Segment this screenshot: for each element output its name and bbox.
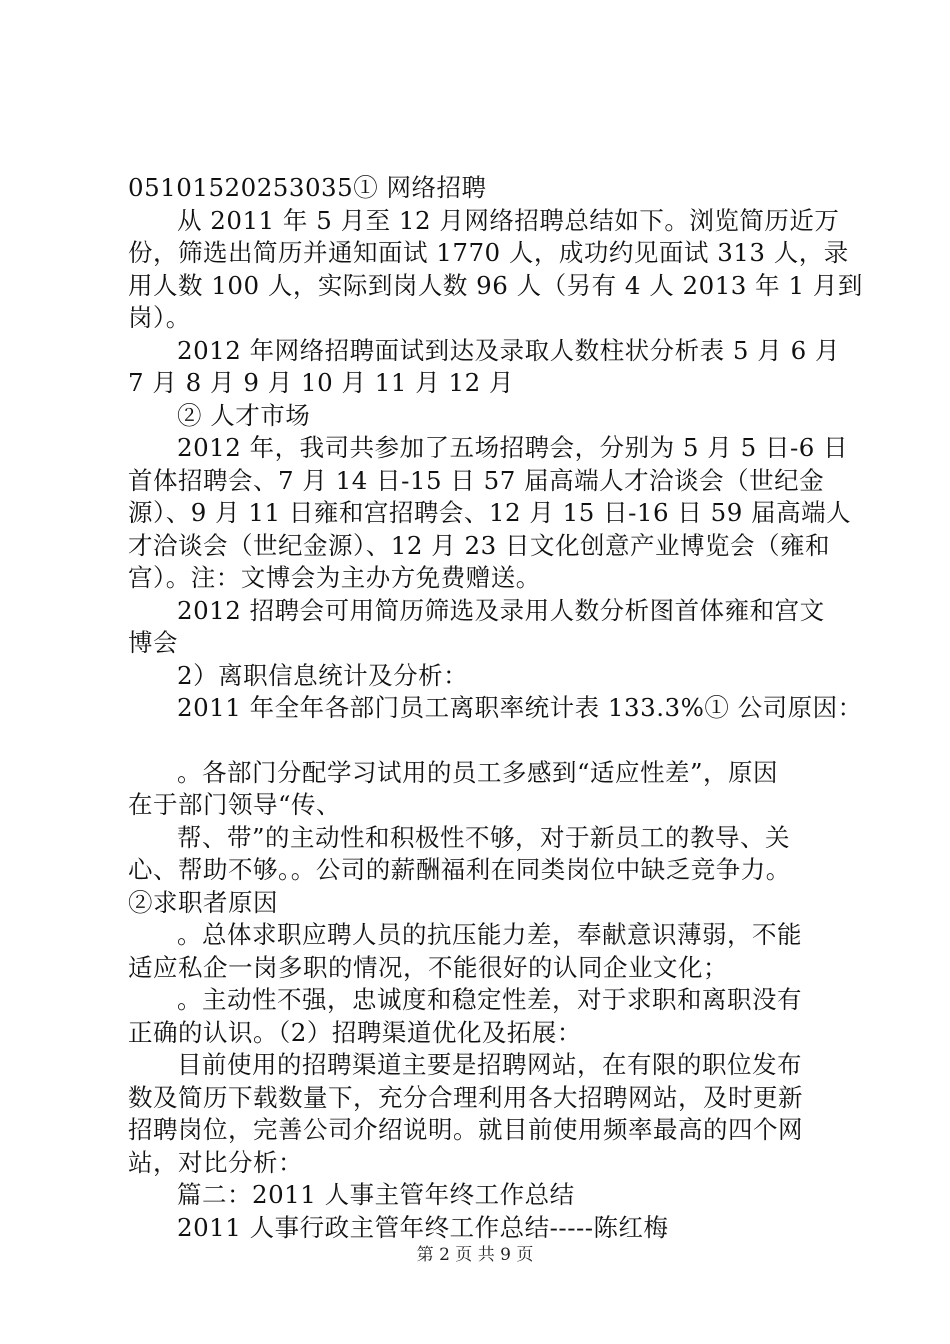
paragraph-line: 从 2011 年 5 月至 12 月网络招聘总结如下。浏览简历近万 [177,205,840,235]
paragraph-line: 宫）。注：文博会为主办方免费赠送。 [128,563,541,592]
paragraph-line: 心、帮助不够。。公司的薪酬福利在同类岗位中缺乏竞争力。 [128,855,791,884]
paragraph-line: 在于部门领导“传、 [128,790,342,819]
paragraph-line: 。各部门分配学习试用的员工多感到“适应性差”，原因 [177,757,779,787]
section-heading-talent-market: ② 人才市场 [177,400,311,430]
section-heading-applicant-reasons: ②求职者原因 [128,887,278,917]
paragraph-line: 正确的认识。（2）招聘渠道优化及拓展： [128,1017,582,1047]
paragraph-line: 。主动性不强，忠诚度和稳定性差，对于求职和离职没有 [177,985,802,1014]
paragraph-line: 份，筛选出简历并通知面试 1770 人，成功约见面试 313 人，录 [128,238,849,267]
section-heading-online-recruitment: 05101520253035① 网络招聘 [128,173,487,202]
paragraph-line: 岗）。 [128,303,191,332]
blank-line [128,725,832,757]
paragraph-line: 首体招聘会、7 月 14 日-15 日 57 届高端人才洽谈会（世纪金 [128,465,825,495]
paragraph-line: 数及简历下载数量下，充分合理利用各大招聘网站，及时更新 [128,1082,803,1112]
paragraph-line: 适应私企一岗多职的情况，不能很好的认同企业文化； [128,952,728,982]
paragraph-line: 2012 招聘会可用简历筛选及录用人数分析图首体雍和宫文 [177,595,825,625]
section-heading-turnover: 2）离职信息统计及分析： [177,660,469,690]
paragraph-line: 帮、带”的主动性和积极性不够，对于新员工的教导、关 [177,822,791,852]
page-footer: 第 2 页 共 9 页 [416,1245,534,1265]
paragraph-line: 7 月 8 月 9 月 10 月 11 月 12 月 [128,368,514,397]
paragraph-line: 博会 [128,628,178,657]
paragraph-line: 用人数 100 人，实际到岗人数 96 人（另有 4 人 2013 年 1 月到 [128,270,863,300]
paragraph-line: 才洽谈会（世纪金源）、12 月 23 日文化创意产业博览会（雍和 [128,530,830,560]
section-heading-part-two: 篇二：2011 人事主管年终工作总结 [177,1180,575,1209]
paragraph-line: 目前使用的招聘渠道主要是招聘网站，在有限的职位发布 [177,1050,802,1079]
paragraph-line: 站，对比分析： [128,1147,303,1177]
paragraph-line: 源）、9 月 11 日雍和宫招聘会、12 月 15 日-16 日 59 届高端人 [128,498,852,527]
document-subtitle: 2011 人事行政主管年终工作总结-----陈红梅 [177,1212,669,1242]
paragraph-line: 2012 年网络招聘面试到达及录取人数柱状分析表 5 月 6 月 [177,335,840,365]
document-body [128,172,863,1244]
paragraph-line: 2011 年全年各部门员工离职率统计表 133.3%① 公司原因： [177,693,863,722]
paragraph-line: 2012 年，我司共参加了五场招聘会，分别为 5 月 5 日-6 日 [177,433,849,462]
paragraph-line: 招聘岗位，完善公司介绍说明。就目前使用频率最高的四个网 [128,1115,803,1144]
paragraph-line: 。总体求职应聘人员的抗压能力差，奉献意识薄弱，不能 [177,920,802,949]
